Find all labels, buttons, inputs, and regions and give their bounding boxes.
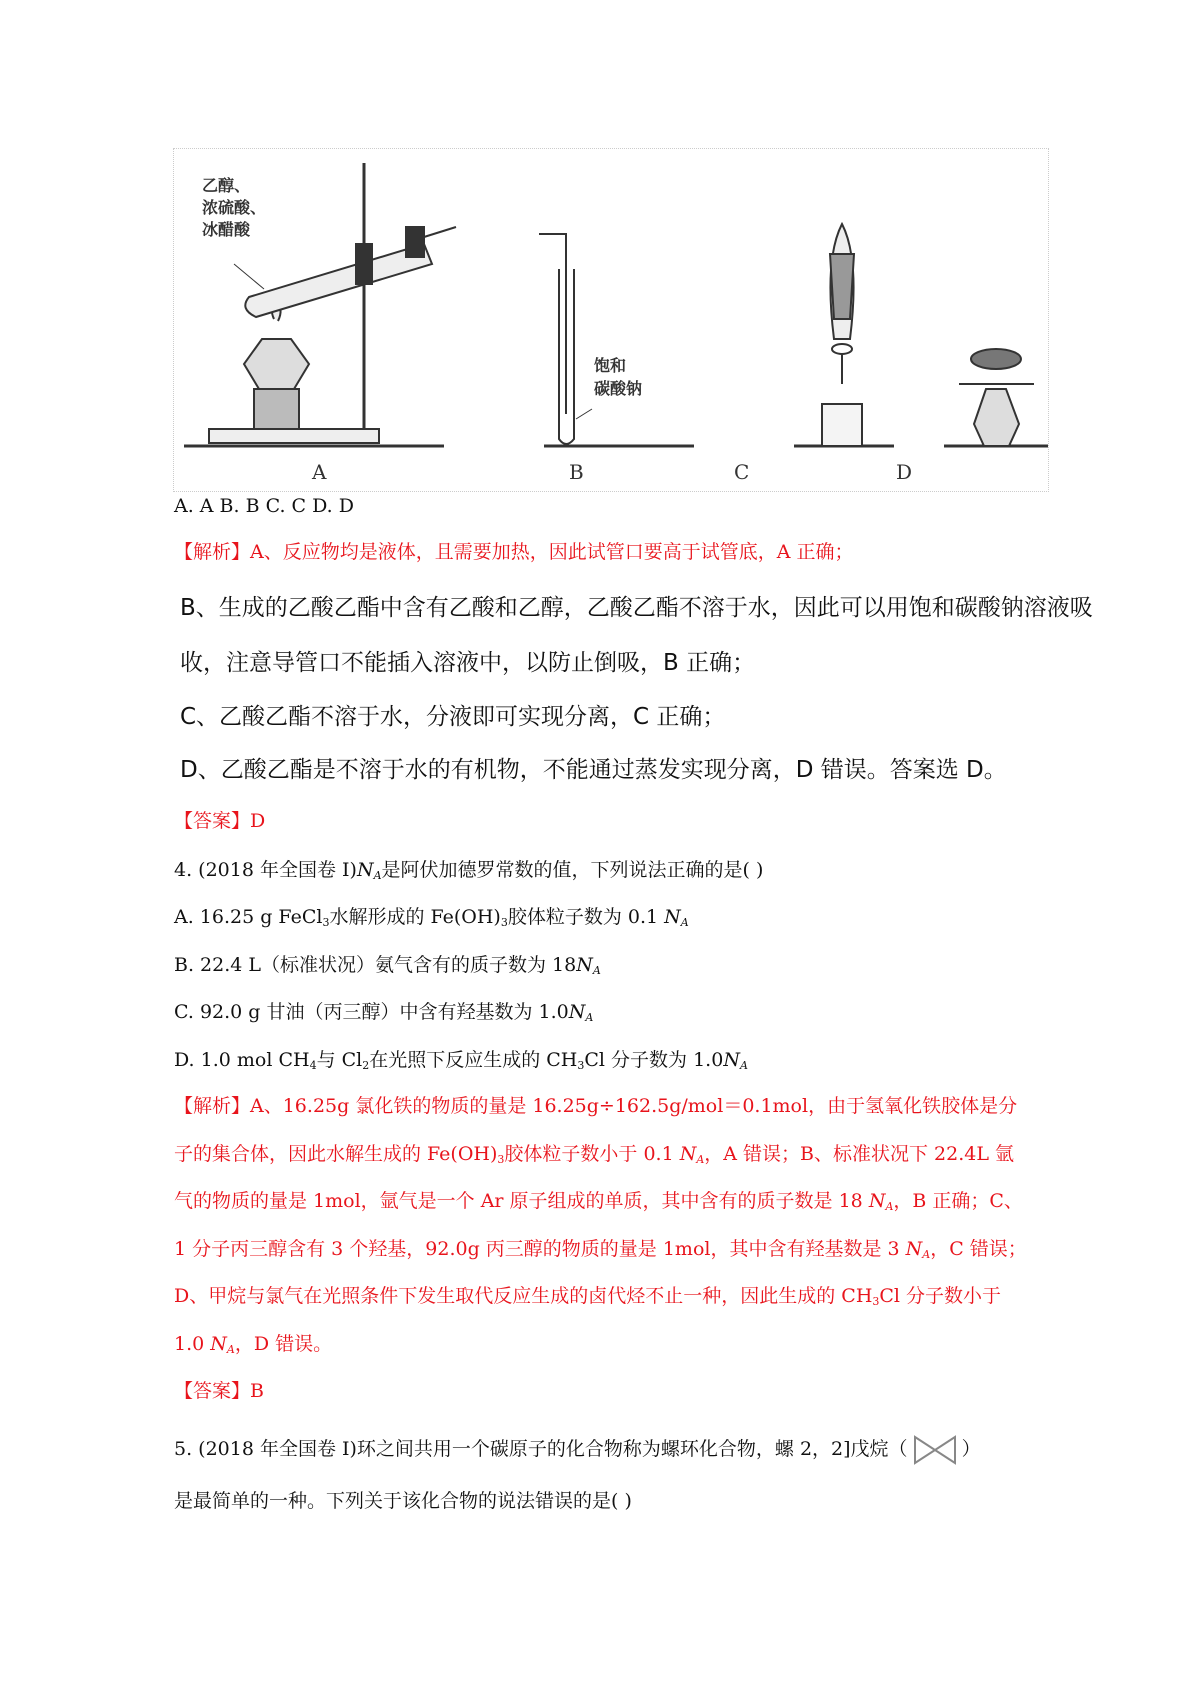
text-line xyxy=(174,808,265,834)
apparatus-figure xyxy=(173,148,1049,492)
text-line xyxy=(180,648,755,678)
text-line xyxy=(174,539,853,565)
text-line xyxy=(180,593,1093,623)
subscript: 3 xyxy=(577,1059,585,1072)
symbol: N xyxy=(576,954,593,976)
text-line xyxy=(174,1236,1027,1268)
text-segment: D、乙酸乙酯是不溶于水的有机物，不能通过蒸发实现分离，D 错误。答案选 D。 xyxy=(180,757,1007,783)
text-segment: 5. (2018 年全国卷 I)环之间共用一个碳原子的化合物称为螺环化合物，螺 2，2]戊烷（ xyxy=(174,1438,908,1460)
text-segment: 【答案】D xyxy=(174,810,266,832)
text-segment: ，D 错误。 xyxy=(234,1333,333,1355)
avogadro-constant xyxy=(906,1238,931,1260)
text-line xyxy=(174,1378,264,1404)
text-segment: B. 22.4 L（标准状况）氨气含有的质子数为 18 xyxy=(174,954,577,976)
text-segment: C. 92.0 g 甘油（丙三醇）中含有羟基数为 1.0 xyxy=(174,1001,569,1023)
symbol: N xyxy=(356,859,374,881)
symbol: N xyxy=(210,1333,227,1355)
text-line xyxy=(174,1188,1023,1220)
figure-label-d: D xyxy=(896,460,913,484)
text-segment: A. A B. B C. C D. D xyxy=(174,495,354,517)
text-line xyxy=(174,1283,1001,1315)
text-segment: D、甲烷与氯气在光照条件下发生取代反应生成的卤代烃不止一种，因此生成的 CH xyxy=(174,1285,873,1307)
text-line xyxy=(174,999,593,1031)
text-segment: C、乙酸乙酯不溶于水，分液即可实现分离，C 正确； xyxy=(180,704,726,730)
avogadro-constant xyxy=(869,1190,894,1212)
avogadro-constant xyxy=(664,906,689,928)
symbol: N xyxy=(679,1143,697,1165)
text-segment: ，C 错误； xyxy=(930,1238,1027,1260)
text-segment: 【解析】A、16.25g 氯化铁的物质的量是 16.25g÷162.5g/mol＝0.1mol，由于氢氧化铁胶体是分 xyxy=(174,1095,1018,1117)
spiropentane-structure-icon xyxy=(912,1435,958,1465)
text-segment: 是最简单的一种。下列关于该化合物的说法错误的是( ) xyxy=(174,1490,632,1512)
symbol: N xyxy=(868,1190,886,1212)
text-line xyxy=(174,1141,1014,1173)
text-line xyxy=(174,1435,981,1465)
avogadro-constant xyxy=(210,1333,235,1355)
figure-label-a: A xyxy=(312,460,327,484)
avogadro-constant xyxy=(723,1049,748,1071)
text-segment: 胶体粒子数为 0.1 xyxy=(507,906,665,928)
text-segment: Cl 分子数小于 xyxy=(879,1285,1002,1307)
text-line xyxy=(174,904,689,936)
text-segment: 1 分子丙三醇含有 3 个羟基，92.0g 丙三醇的物质的量是 1mol，其中含有羟基数是 3 xyxy=(174,1238,906,1260)
solution-label: 饱和 xyxy=(594,356,627,375)
text-line xyxy=(174,493,354,519)
subscript: A xyxy=(592,964,601,977)
text-line xyxy=(174,1488,632,1514)
subscript: 2 xyxy=(362,1059,370,1072)
text-line xyxy=(180,755,1007,785)
text-segment: ，B 正确；C、 xyxy=(893,1190,1023,1212)
reagent-label: 乙醇、 xyxy=(202,176,251,195)
text-segment: B、生成的乙酸乙酯中含有乙酸和乙醇，乙酸乙酯不溶于水，因此可以用饱和碳酸钠溶液吸 xyxy=(180,595,1093,621)
symbol: N xyxy=(723,1049,740,1071)
avogadro-constant xyxy=(576,954,601,976)
text-line xyxy=(174,1047,748,1079)
text-segment: 收，注意导管口不能插入溶液中，以防止倒吸，B 正确； xyxy=(180,650,756,676)
subscript: A xyxy=(696,1153,705,1166)
subscript: A xyxy=(885,1200,894,1213)
text-line xyxy=(174,1331,332,1363)
solution-label: 碳酸钠 xyxy=(594,379,643,398)
subscript: 3 xyxy=(322,916,330,929)
text-segment: 4. (2018 年全国卷 I) xyxy=(174,859,357,881)
apparatus-drawing xyxy=(174,149,1048,491)
text-line xyxy=(174,952,601,984)
subscript: A xyxy=(585,1011,594,1024)
symbol: N xyxy=(664,906,681,928)
text-segment: 气的物质的量是 1mol，氩气是一个 Ar 原子组成的单质，其中含有的质子数是 18 xyxy=(174,1190,869,1212)
text-line xyxy=(174,1093,1017,1119)
reagent-label: 浓硫酸、 xyxy=(202,198,267,217)
figure-label-b: B xyxy=(569,460,584,484)
text-segment: 子的集合体，因此水解生成的 Fe(OH) xyxy=(174,1143,498,1165)
text-segment: 是阿伏加德罗常数的值，下列说法正确的是( ) xyxy=(381,859,764,881)
figure-label-c: C xyxy=(734,460,750,484)
subscript: A xyxy=(739,1059,748,1072)
subscript: A xyxy=(373,869,382,882)
subscript: 4 xyxy=(309,1059,317,1072)
text-line xyxy=(174,857,763,889)
text-segment: 【解析】A、反应物均是液体，且需要加热，因此试管口要高于试管底，A 正确； xyxy=(174,541,854,563)
subscript: A xyxy=(226,1343,235,1356)
text-segment: 【答案】B xyxy=(174,1380,264,1402)
text-segment: 与 Cl xyxy=(316,1049,363,1071)
text-segment: A. 16.25 g FeCl xyxy=(174,906,323,928)
text-segment: Cl 分子数为 1.0 xyxy=(584,1049,724,1071)
text-segment: 胶体粒子数小于 0.1 xyxy=(504,1143,680,1165)
text-segment: ，A 错误；B、标准状况下 22.4L 氩 xyxy=(704,1143,1015,1165)
text-segment: ） xyxy=(961,1438,981,1460)
avogadro-constant xyxy=(680,1143,705,1165)
symbol: N xyxy=(905,1238,923,1260)
subscript: A xyxy=(680,916,689,929)
text-segment: 1.0 xyxy=(174,1333,211,1355)
subscript: 3 xyxy=(500,916,508,929)
subscript: 3 xyxy=(872,1295,880,1308)
subscript: A xyxy=(922,1248,931,1261)
text-segment: 在光照下反应生成的 CH xyxy=(369,1049,578,1071)
text-segment: D. 1.0 mol CH xyxy=(174,1049,310,1071)
text-line xyxy=(180,702,725,732)
avogadro-constant xyxy=(569,1001,594,1023)
subscript: 3 xyxy=(497,1153,505,1166)
reagent-label: 冰醋酸 xyxy=(202,220,251,239)
text-segment: 水解形成的 Fe(OH) xyxy=(329,906,501,928)
avogadro-constant xyxy=(357,859,382,881)
symbol: N xyxy=(568,1001,586,1023)
